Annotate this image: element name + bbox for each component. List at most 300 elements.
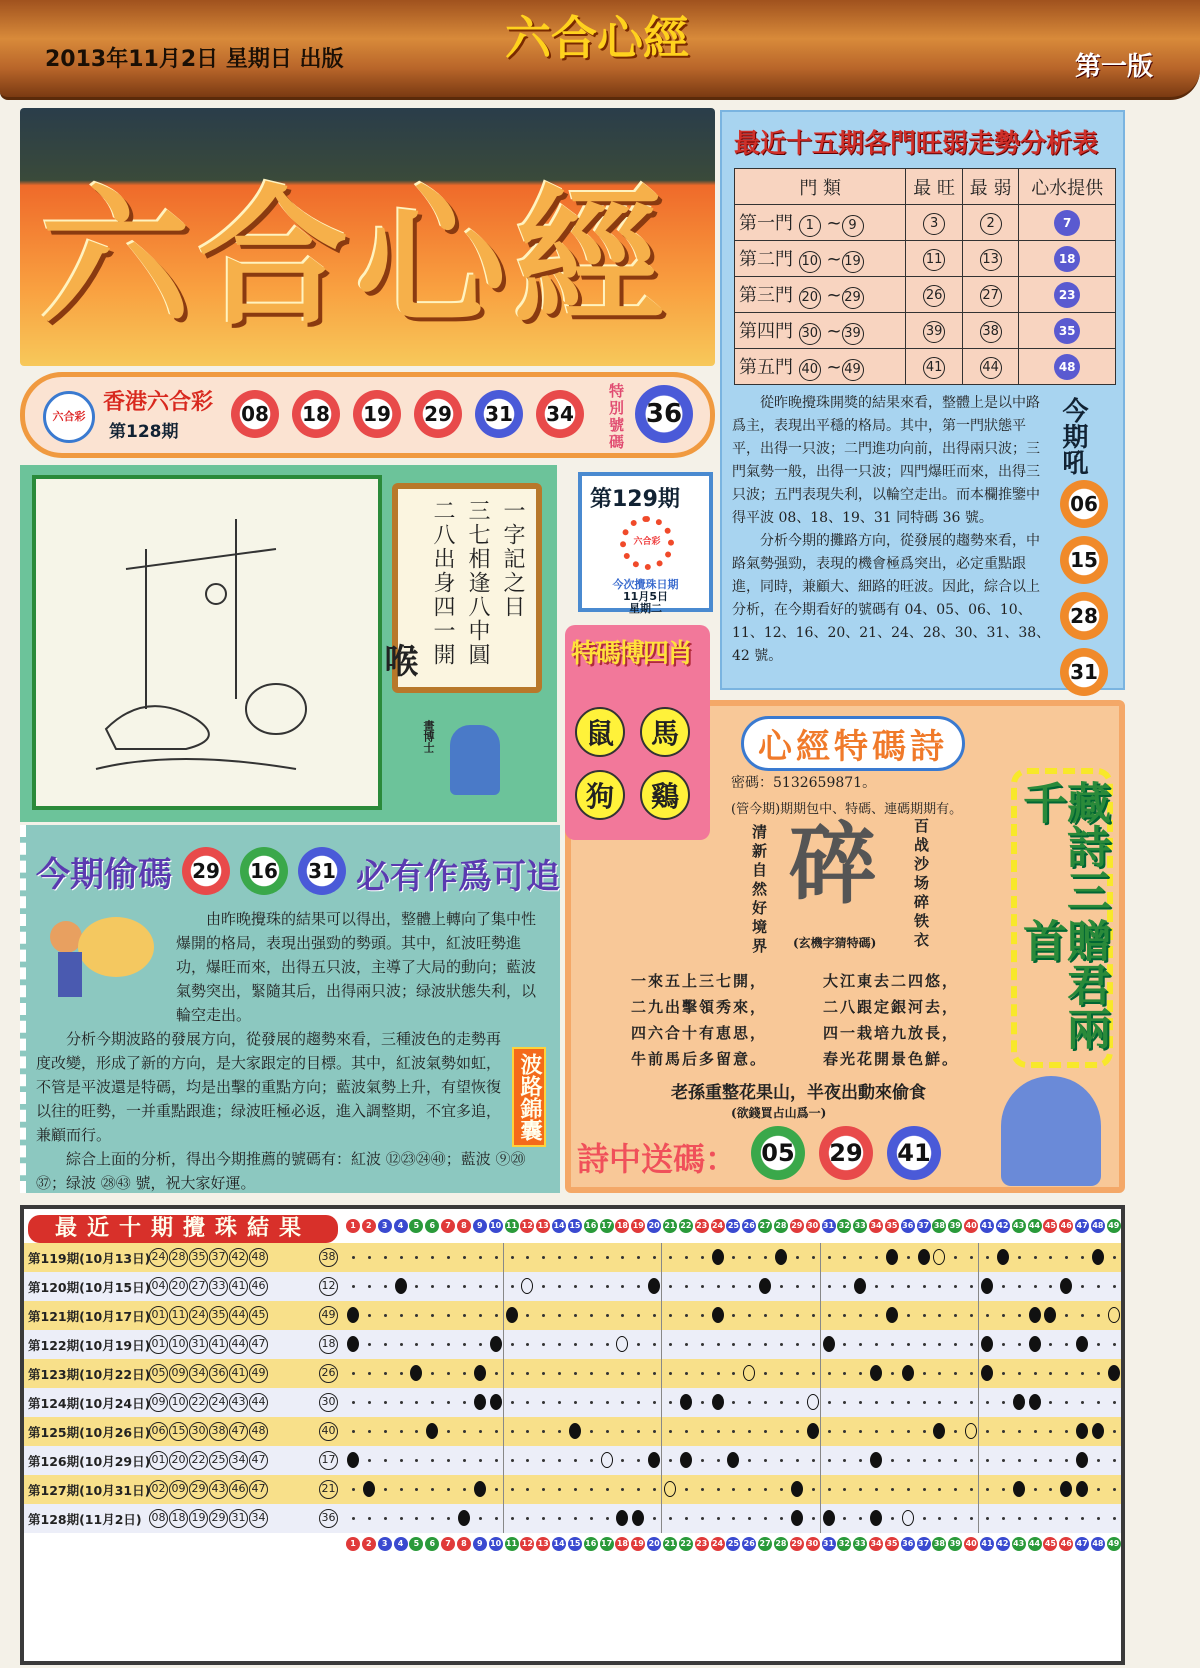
drawn-number-mark xyxy=(490,1336,502,1352)
column-number-ball: 2 xyxy=(362,1537,376,1551)
empty-mark xyxy=(463,1256,466,1259)
column-number-ball: 47 xyxy=(1075,1537,1089,1551)
empty-mark xyxy=(590,1488,593,1491)
drawn-number-mark xyxy=(506,1307,518,1323)
empty-mark xyxy=(669,1430,672,1433)
empty-mark xyxy=(495,1517,498,1520)
poem-line: 二八跟定銀河去， xyxy=(823,998,960,1016)
empty-mark xyxy=(780,1401,783,1404)
max-cell xyxy=(906,205,963,241)
max-value: 11 xyxy=(923,249,945,271)
draws-grid xyxy=(24,1209,1121,1661)
empty-mark xyxy=(812,1343,815,1346)
empty-mark xyxy=(1002,1401,1005,1404)
draw-label: 第125期(10月26日) xyxy=(28,1424,151,1440)
column-number-ball: 29 xyxy=(790,1537,804,1551)
min-value: 38 xyxy=(980,321,1002,343)
draw-number: 01 xyxy=(149,1306,168,1325)
draw-number: 27 xyxy=(189,1277,208,1296)
empty-mark xyxy=(479,1517,482,1520)
garden-illustration-icon xyxy=(36,479,378,806)
empty-mark xyxy=(590,1343,593,1346)
table-row xyxy=(735,313,1116,349)
range-to: 39 xyxy=(842,323,864,345)
side-ball: 28 xyxy=(1060,592,1108,640)
empty-mark xyxy=(352,1372,355,1375)
empty-mark xyxy=(685,1517,688,1520)
empty-mark xyxy=(590,1314,593,1317)
empty-mark xyxy=(463,1314,466,1317)
range-from: 1 xyxy=(799,215,821,237)
empty-mark xyxy=(812,1372,815,1375)
empty-mark xyxy=(606,1256,609,1259)
empty-mark xyxy=(1034,1285,1037,1288)
draw-number: 24 xyxy=(209,1393,228,1412)
drawn-number-mark xyxy=(490,1394,502,1410)
zodiac-dog: 狗 xyxy=(575,770,625,820)
column-number-ball: 49 xyxy=(1107,1219,1121,1233)
pick-cell xyxy=(1019,241,1116,277)
empty-mark xyxy=(368,1285,371,1288)
poem-line: 一來五上三七開， xyxy=(631,972,768,990)
column-number-ball: 4 xyxy=(394,1537,408,1551)
draw-number: 01 xyxy=(149,1335,168,1354)
empty-mark xyxy=(463,1488,466,1491)
min-value: 13 xyxy=(980,249,1002,271)
range-to: 49 xyxy=(842,359,864,381)
riddle-panel xyxy=(20,465,557,822)
special-number-mark xyxy=(664,1481,676,1497)
special-number: 30 xyxy=(319,1393,338,1412)
empty-mark xyxy=(701,1256,704,1259)
draw-number: 24 xyxy=(189,1306,208,1325)
side-title: 今期吼 xyxy=(1058,397,1088,475)
drawn-number-mark xyxy=(458,1510,470,1526)
draw-numbers xyxy=(149,1335,299,1354)
poem-send-label: 詩中送碼： xyxy=(577,1140,738,1178)
column-number-ball: 20 xyxy=(647,1219,661,1233)
column-number-ball: 26 xyxy=(742,1537,756,1551)
special-number: 12 xyxy=(319,1277,338,1296)
special-number: 21 xyxy=(319,1480,338,1499)
column-number-ball: 45 xyxy=(1043,1537,1057,1551)
poem-line: 春光花開景色鮮。 xyxy=(823,1050,960,1068)
column-number-ball: 46 xyxy=(1059,1537,1073,1551)
empty-mark xyxy=(606,1517,609,1520)
drawn-number-mark xyxy=(1076,1481,1088,1497)
four-zodiac-box xyxy=(565,625,710,840)
table-header-row xyxy=(735,169,1116,205)
column-number-ball: 17 xyxy=(600,1219,614,1233)
draw-numbers xyxy=(149,1248,299,1267)
empty-mark xyxy=(828,1459,831,1462)
empty-mark xyxy=(590,1401,593,1404)
result-ball: 18 xyxy=(292,390,340,438)
col-header: 最 弱 xyxy=(962,169,1019,205)
empty-mark xyxy=(891,1401,894,1404)
empty-mark xyxy=(400,1430,403,1433)
drawn-number-mark xyxy=(680,1452,692,1468)
poem-left-lines xyxy=(631,968,767,1072)
lottery-logo: 六合彩 xyxy=(43,391,95,443)
empty-mark xyxy=(685,1343,688,1346)
empty-mark xyxy=(400,1343,403,1346)
max-value: 39 xyxy=(923,321,945,343)
empty-mark xyxy=(685,1430,688,1433)
special-number: 40 xyxy=(319,1422,338,1441)
draw-number: 29 xyxy=(209,1509,228,1528)
group-divider xyxy=(503,1243,504,1533)
side-ball: 31 xyxy=(1060,648,1108,696)
draw-number: 24 xyxy=(149,1248,168,1267)
empty-mark xyxy=(701,1343,704,1346)
column-number-ball: 22 xyxy=(679,1219,693,1233)
empty-mark xyxy=(511,1430,514,1433)
column-number-ball: 18 xyxy=(615,1219,629,1233)
range-from: 30 xyxy=(799,323,821,345)
min-cell xyxy=(962,349,1019,385)
column-number-ball: 34 xyxy=(869,1537,883,1551)
send-ball: 29 xyxy=(819,1126,873,1180)
empty-mark xyxy=(907,1430,910,1433)
column-number-ball: 25 xyxy=(726,1537,740,1551)
empty-mark xyxy=(701,1401,704,1404)
draw-weekday: 星期二 xyxy=(629,602,662,615)
draw-number: 31 xyxy=(229,1509,248,1528)
max-value: 3 xyxy=(923,213,945,235)
column-number-ball: 45 xyxy=(1043,1219,1057,1233)
empty-mark xyxy=(891,1488,894,1491)
min-value: 44 xyxy=(980,357,1002,379)
analysis-paragraph: 從昨晚攪珠開獎的結果來看，整體上是以中路爲主，表現出平穩的格局。其中，第一門狀態平平，出得一只波；二門進功向前，出得兩只波；三門氣勢一般，出得一只波；四門爆旺而來，出得三只波；五門表現失利，以輪空走出。而本欄推鑒中得平波 08、18、19、31 同特碼 36 號。 xyxy=(732,395,1040,526)
column-number-ball: 3 xyxy=(378,1537,392,1551)
drawn-number-mark xyxy=(759,1278,771,1294)
four-zodiac-title: 特碼博四肖 xyxy=(571,639,692,669)
empty-mark xyxy=(812,1517,815,1520)
empty-mark xyxy=(796,1256,799,1259)
column-number-ball: 4 xyxy=(394,1219,408,1233)
column-number-ball: 37 xyxy=(917,1537,931,1551)
draw-label: 第123期(10月22日) xyxy=(28,1366,151,1382)
empty-mark xyxy=(574,1517,577,1520)
column-number-ball: 1 xyxy=(346,1219,360,1233)
empty-mark xyxy=(1018,1372,1021,1375)
draw-number: 49 xyxy=(249,1364,268,1383)
column-number-ball: 16 xyxy=(584,1219,598,1233)
empty-mark xyxy=(511,1517,514,1520)
special-number: 18 xyxy=(319,1335,338,1354)
empty-mark xyxy=(701,1314,704,1317)
drawn-number-mark xyxy=(775,1249,787,1265)
empty-mark xyxy=(780,1517,783,1520)
range-from: 40 xyxy=(799,359,821,381)
column-number-ball: 32 xyxy=(837,1219,851,1233)
empty-mark xyxy=(1034,1517,1037,1520)
empty-mark xyxy=(1018,1314,1021,1317)
draw-number: 15 xyxy=(169,1422,188,1441)
column-number-ball: 10 xyxy=(489,1219,503,1233)
column-number-ball: 44 xyxy=(1028,1219,1042,1233)
column-number-ball: 30 xyxy=(806,1537,820,1551)
empty-mark xyxy=(479,1256,482,1259)
poem-line: 四六合十有恵思， xyxy=(631,1024,768,1042)
wave-tips-tag: 波路錦囊 xyxy=(512,1047,546,1147)
range-to: 19 xyxy=(842,251,864,273)
draw-number: 09 xyxy=(149,1393,168,1412)
empty-mark xyxy=(1018,1459,1021,1462)
steal-ball: 31 xyxy=(298,847,346,895)
drawn-number-mark xyxy=(823,1336,835,1352)
empty-mark xyxy=(574,1285,577,1288)
column-number-ball: 41 xyxy=(980,1537,994,1551)
empty-mark xyxy=(812,1488,815,1491)
empty-mark xyxy=(891,1285,894,1288)
pick-cell xyxy=(1019,277,1116,313)
empty-mark xyxy=(1097,1517,1100,1520)
empty-mark xyxy=(669,1314,672,1317)
max-cell xyxy=(906,313,963,349)
draw-number: 45 xyxy=(249,1306,268,1325)
draw-number: 22 xyxy=(189,1393,208,1412)
empty-mark xyxy=(796,1285,799,1288)
column-number-ball: 19 xyxy=(631,1537,645,1551)
empty-mark xyxy=(717,1459,720,1462)
empty-mark xyxy=(891,1517,894,1520)
column-number-ball: 28 xyxy=(774,1537,788,1551)
result-balls xyxy=(231,390,584,438)
empty-mark xyxy=(796,1430,799,1433)
draw-number: 47 xyxy=(249,1335,268,1354)
empty-mark xyxy=(495,1314,498,1317)
empty-mark xyxy=(717,1372,720,1375)
empty-mark xyxy=(1018,1343,1021,1346)
pick-ball: 23 xyxy=(1054,282,1080,308)
empty-mark xyxy=(1113,1343,1116,1346)
riddle-character: 碎 xyxy=(789,812,878,916)
drawn-number-mark xyxy=(569,1423,581,1439)
empty-mark xyxy=(495,1372,498,1375)
empty-mark xyxy=(463,1372,466,1375)
steal-balls xyxy=(182,847,346,895)
column-number-ball: 43 xyxy=(1012,1537,1026,1551)
draw-label: 第126期(10月29日) xyxy=(28,1453,151,1469)
empty-mark xyxy=(669,1401,672,1404)
draw-number: 46 xyxy=(229,1480,248,1499)
column-number-ball: 36 xyxy=(901,1537,915,1551)
empty-mark xyxy=(384,1401,387,1404)
max-value: 41 xyxy=(923,357,945,379)
door-cell: 第一門 1 ~ 9 xyxy=(735,205,906,241)
draw-number: 34 xyxy=(249,1509,268,1528)
empty-mark xyxy=(590,1256,593,1259)
empty-mark xyxy=(400,1401,403,1404)
column-number-ball: 35 xyxy=(885,1537,899,1551)
empty-mark xyxy=(796,1401,799,1404)
drawn-number-mark xyxy=(1076,1336,1088,1352)
artist-label: 畫博士 xyxy=(422,720,435,753)
empty-mark xyxy=(701,1517,704,1520)
period-label: 第128期 xyxy=(109,422,179,442)
masthead xyxy=(0,0,1200,100)
empty-mark xyxy=(796,1343,799,1346)
empty-mark xyxy=(828,1285,831,1288)
empty-mark xyxy=(1097,1459,1100,1462)
drawn-number-mark xyxy=(902,1365,914,1381)
drawn-number-mark xyxy=(363,1481,375,1497)
poem-code: 密碼：5132659871。 xyxy=(731,775,877,791)
draw-number: 05 xyxy=(149,1364,168,1383)
send-ball: 05 xyxy=(751,1126,805,1180)
draw-label: 第121期(10月17日) xyxy=(28,1308,151,1324)
scholar-cartoon-icon xyxy=(1001,1076,1101,1186)
empty-mark xyxy=(400,1372,403,1375)
special-number: 36 xyxy=(319,1509,338,1528)
edition-label: 第一版 xyxy=(1075,52,1154,82)
empty-mark xyxy=(495,1430,498,1433)
draw-label: 第127期(10月31日) xyxy=(28,1482,151,1498)
empty-mark xyxy=(1018,1285,1021,1288)
drawn-number-mark xyxy=(347,1336,359,1352)
empty-mark xyxy=(463,1343,466,1346)
riddle-answer: 喉 xyxy=(378,643,418,677)
poem-verse: 老孫重整花果山，半夜出動來偷食 xyxy=(671,1083,926,1103)
door-name: 第五門 xyxy=(739,356,793,378)
empty-mark xyxy=(368,1459,371,1462)
empty-mark xyxy=(1097,1488,1100,1491)
empty-mark xyxy=(891,1430,894,1433)
special-label: 特別號碼 xyxy=(609,382,625,451)
draw-number: 47 xyxy=(249,1480,268,1499)
draw-number: 46 xyxy=(249,1277,268,1296)
draw-number: 34 xyxy=(189,1364,208,1383)
empty-mark xyxy=(574,1401,577,1404)
draw-number: 30 xyxy=(189,1422,208,1441)
column-number-ball: 33 xyxy=(853,1537,867,1551)
max-value: 26 xyxy=(923,285,945,307)
draw-label: 第124期(10月24日) xyxy=(28,1395,151,1411)
empty-mark xyxy=(685,1372,688,1375)
zodiac-rooster: 鷄 xyxy=(640,770,690,820)
empty-mark xyxy=(923,1430,926,1433)
empty-mark xyxy=(923,1459,926,1462)
empty-mark xyxy=(796,1314,799,1317)
column-number-ball: 46 xyxy=(1059,1219,1073,1233)
empty-mark xyxy=(923,1285,926,1288)
empty-mark xyxy=(1034,1459,1037,1462)
empty-mark xyxy=(511,1459,514,1462)
column-number-ball: 24 xyxy=(711,1219,725,1233)
draw-number: 37 xyxy=(209,1248,228,1267)
empty-mark xyxy=(780,1459,783,1462)
draw-numbers xyxy=(149,1509,299,1528)
empty-mark xyxy=(606,1401,609,1404)
side-slogan: 贈君兩首 xyxy=(1015,918,1110,1050)
column-number-ball: 19 xyxy=(631,1219,645,1233)
max-cell xyxy=(906,241,963,277)
draw-numbers xyxy=(149,1364,299,1383)
empty-mark xyxy=(384,1285,387,1288)
pick-ball: 48 xyxy=(1054,354,1080,380)
empty-mark xyxy=(352,1401,355,1404)
column-number-ball: 35 xyxy=(885,1219,899,1233)
recent-draws-title: 最近十期攪珠結果 xyxy=(28,1215,338,1243)
column-number-ball: 23 xyxy=(695,1537,709,1551)
empty-mark xyxy=(1113,1488,1116,1491)
special-number-mark xyxy=(902,1510,914,1526)
empty-mark xyxy=(384,1256,387,1259)
empty-mark xyxy=(812,1314,815,1317)
special-number: 49 xyxy=(319,1306,338,1325)
empty-mark xyxy=(511,1285,514,1288)
column-number-ball: 9 xyxy=(473,1537,487,1551)
draw-number: 04 xyxy=(149,1277,168,1296)
column-number-ball: 5 xyxy=(409,1537,423,1551)
special-number-mark xyxy=(601,1452,613,1468)
riddle-line: 三七相逢八中圓 xyxy=(465,499,490,667)
empty-mark xyxy=(669,1285,672,1288)
steal-ball: 16 xyxy=(240,847,288,895)
draw-number: 33 xyxy=(209,1277,228,1296)
empty-mark xyxy=(780,1372,783,1375)
empty-mark xyxy=(986,1488,989,1491)
empty-mark xyxy=(923,1488,926,1491)
empty-mark xyxy=(511,1343,514,1346)
empty-mark xyxy=(907,1314,910,1317)
empty-mark xyxy=(400,1256,403,1259)
empty-mark xyxy=(796,1372,799,1375)
draw-number: 18 xyxy=(169,1509,188,1528)
empty-mark xyxy=(463,1401,466,1404)
empty-mark xyxy=(986,1256,989,1259)
table-row xyxy=(735,349,1116,385)
range-from: 20 xyxy=(799,287,821,309)
drawn-number-mark xyxy=(886,1307,898,1323)
empty-mark xyxy=(828,1488,831,1491)
side-slogan: 藏詩三千 xyxy=(1015,780,1110,912)
drawn-number-mark xyxy=(1076,1423,1088,1439)
empty-mark xyxy=(495,1459,498,1462)
empty-mark xyxy=(606,1314,609,1317)
draw-number: 41 xyxy=(209,1335,228,1354)
empty-mark xyxy=(923,1517,926,1520)
drawn-number-mark xyxy=(1013,1394,1025,1410)
steal-title-right: 必有作爲可追 xyxy=(356,857,560,897)
col-header: 心水提供 xyxy=(1019,169,1116,205)
group-divider xyxy=(820,1243,821,1533)
empty-mark xyxy=(479,1459,482,1462)
drawn-number-mark xyxy=(981,1365,993,1381)
column-number-ball: 14 xyxy=(552,1537,566,1551)
column-number-ball: 13 xyxy=(536,1219,550,1233)
draw-label: 第128期(11月2日) xyxy=(28,1511,142,1527)
column-number-ball: 15 xyxy=(568,1219,582,1233)
empty-mark xyxy=(479,1430,482,1433)
door-cell: 第二門 10 ~ 19 xyxy=(735,241,906,277)
empty-mark xyxy=(352,1285,355,1288)
poem-right-lines xyxy=(823,968,959,1072)
empty-mark xyxy=(907,1256,910,1259)
latest-results-bar xyxy=(20,372,715,458)
empty-mark xyxy=(479,1314,482,1317)
empty-mark xyxy=(495,1488,498,1491)
empty-mark xyxy=(590,1517,593,1520)
draw-number: 08 xyxy=(149,1509,168,1528)
empty-mark xyxy=(907,1488,910,1491)
empty-mark xyxy=(400,1517,403,1520)
column-number-ball: 29 xyxy=(790,1219,804,1233)
empty-mark xyxy=(828,1430,831,1433)
empty-mark xyxy=(1002,1459,1005,1462)
